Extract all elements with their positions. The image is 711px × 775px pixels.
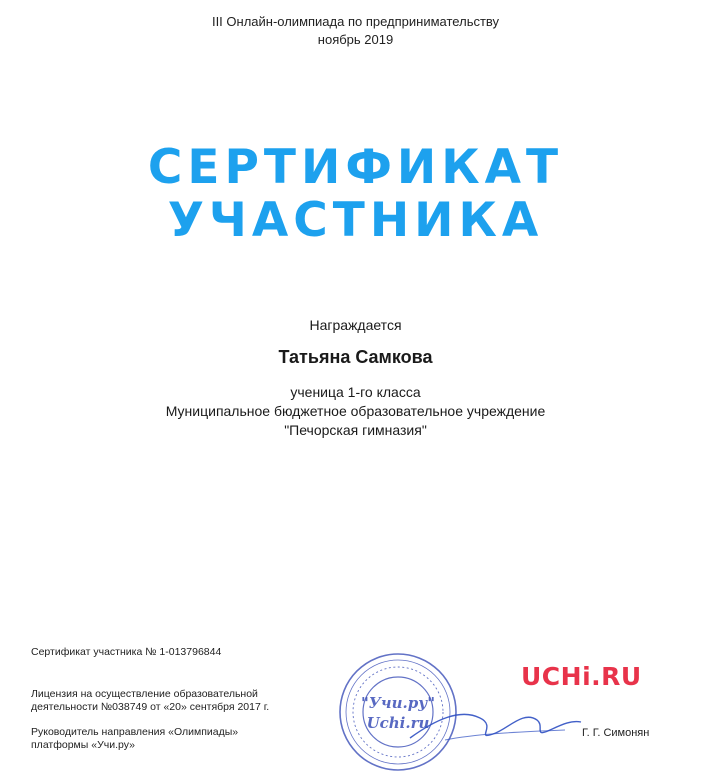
olympiad-date: ноябрь 2019	[317, 32, 394, 47]
olympiad-title: III Онлайн-олимпиада по предпринимательству	[211, 14, 500, 29]
license-line-1: Лицензия на осуществление образовательной	[31, 688, 258, 700]
stamp-text-2: Uchi.ru	[366, 714, 430, 732]
stamp-text-1: "Учи.ру"	[360, 694, 436, 712]
director-title-line-1: Руководитель направления «Олимпиады»	[31, 726, 239, 738]
uchi-ru-logo: UCHi.RU	[521, 662, 642, 691]
signer-name: Г. Г. Симонян	[582, 727, 650, 739]
director-title-line-2: платформы «Учи.ру»	[31, 739, 135, 751]
certificate-title-line-2: УЧАСТНИКА	[167, 193, 544, 248]
recipient-name: Татьяна Самкова	[278, 347, 433, 367]
certificate-title-line-1: СЕРТИФИКАТ	[147, 140, 564, 195]
license-line-2: деятельности №038749 от «20» сентября 2017 г.	[31, 701, 270, 713]
school-name: "Печорская гимназия"	[284, 422, 427, 438]
certificate-number: Сертификат участника № 1-013796844	[31, 646, 222, 658]
awarded-label: Награждается	[309, 317, 402, 333]
signature	[405, 690, 585, 760]
school-type: Муниципальное бюджетное образовательное учреждение	[165, 403, 546, 419]
recipient-grade: ученица 1-го класса	[290, 384, 421, 400]
